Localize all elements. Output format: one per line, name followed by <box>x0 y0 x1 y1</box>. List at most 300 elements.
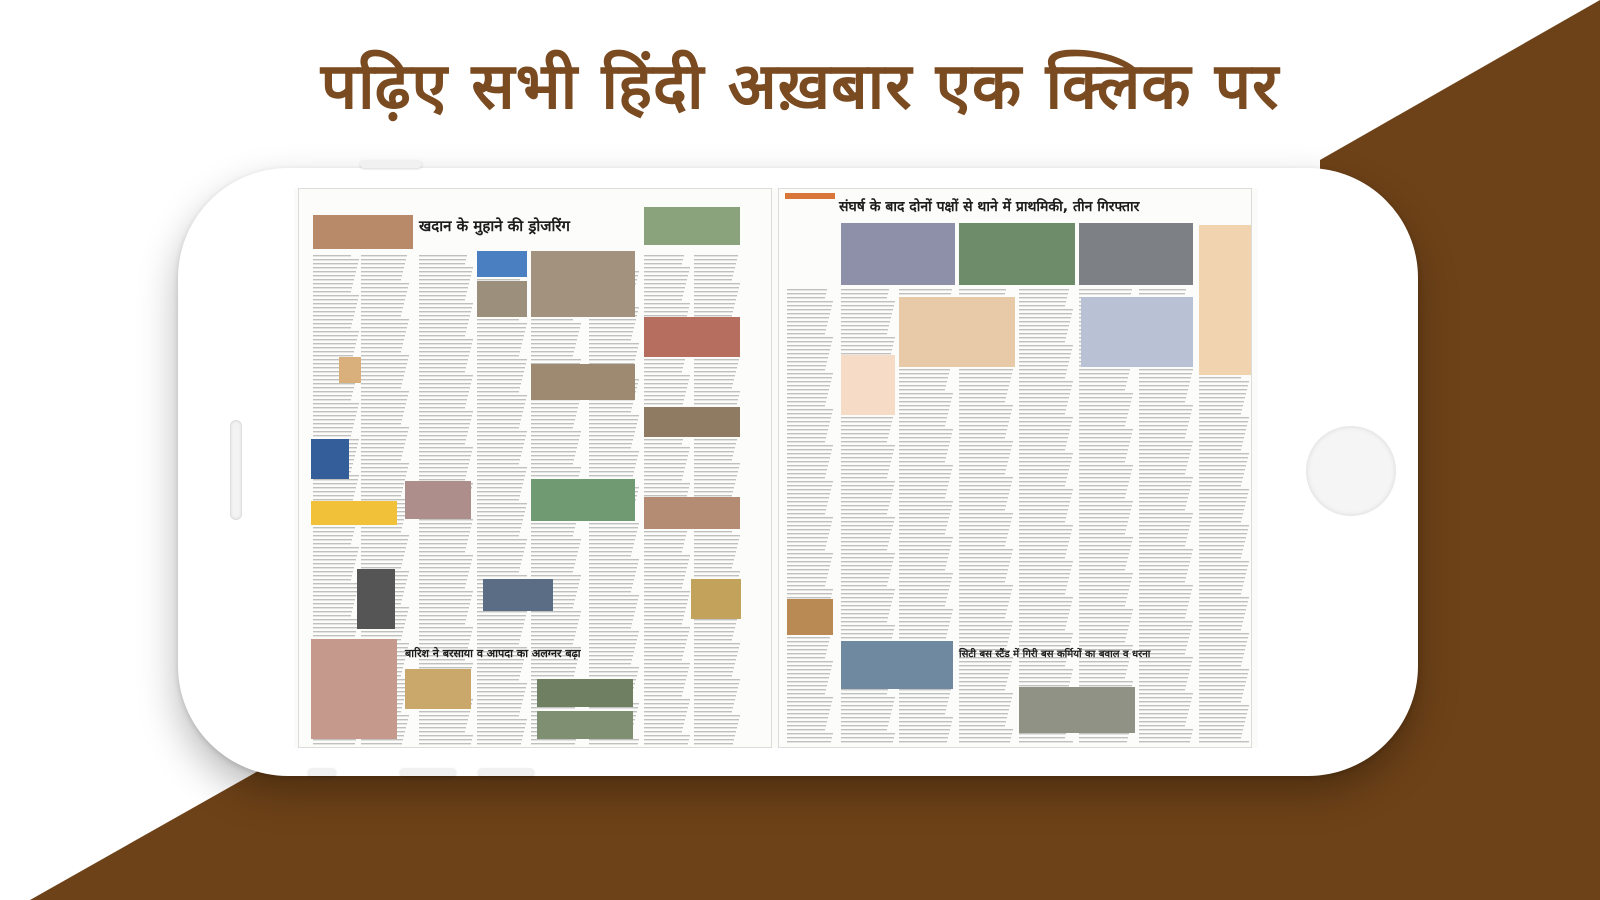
text-line <box>589 707 638 708</box>
text-line <box>787 673 830 674</box>
text-line <box>959 593 1011 594</box>
text-line <box>313 531 354 532</box>
text-line <box>477 687 526 688</box>
text-line <box>313 391 353 392</box>
text-line <box>361 303 404 304</box>
text-line <box>1139 509 1185 510</box>
text-line <box>531 615 580 616</box>
text-line <box>644 479 682 480</box>
photo <box>644 317 740 357</box>
text-line <box>841 729 887 730</box>
text-line <box>841 537 890 538</box>
text-line <box>1199 525 1249 526</box>
text-line <box>531 535 573 536</box>
text-line <box>419 387 470 388</box>
text-line <box>531 543 580 544</box>
photo <box>959 223 1075 285</box>
text-line <box>313 423 354 424</box>
text-line <box>361 551 405 552</box>
text-line <box>899 477 950 478</box>
text-line <box>841 625 895 626</box>
text-line <box>361 351 401 352</box>
text-line <box>531 739 576 740</box>
text-line <box>361 411 404 412</box>
text-line <box>694 263 736 264</box>
text-line <box>644 607 686 608</box>
text-line <box>1139 577 1186 578</box>
text-line <box>361 423 401 424</box>
text-line <box>589 407 632 408</box>
text-line <box>899 445 949 446</box>
phone-mockup <box>178 168 1418 776</box>
text-line <box>1139 529 1189 530</box>
text-line <box>899 441 950 442</box>
text-line <box>477 399 526 400</box>
text-line <box>899 501 953 502</box>
text-line <box>1019 377 1065 378</box>
text-line <box>644 375 690 376</box>
text-line <box>899 585 950 586</box>
text-line <box>899 605 945 606</box>
text-line <box>694 271 734 272</box>
text-line <box>694 715 740 716</box>
text-line <box>694 299 736 300</box>
text-line <box>644 495 687 496</box>
text-line <box>1139 545 1185 546</box>
text-line <box>1079 421 1126 422</box>
text-line <box>477 691 525 692</box>
text-line <box>899 405 950 406</box>
text-line <box>589 615 634 616</box>
text-line <box>1079 645 1133 646</box>
text-line <box>1019 369 1067 370</box>
text-line <box>1139 405 1193 406</box>
text-line <box>959 613 1006 614</box>
text-line <box>1199 473 1244 474</box>
text-line <box>1199 413 1241 414</box>
text-line <box>644 583 683 584</box>
text-line <box>1079 533 1125 534</box>
text-line <box>694 443 736 444</box>
text-line <box>644 663 690 664</box>
text-line <box>787 425 829 426</box>
text-line <box>419 283 469 284</box>
text-line <box>694 467 739 468</box>
text-line <box>787 297 825 298</box>
text-line <box>644 295 683 296</box>
text-line <box>787 473 826 474</box>
text-line <box>1079 633 1127 634</box>
text-line <box>959 293 1005 294</box>
text-line <box>841 337 895 338</box>
text-line <box>477 411 523 412</box>
text-line <box>899 449 948 450</box>
text-line <box>1019 645 1070 646</box>
text-line <box>959 569 1008 570</box>
text-line <box>1139 601 1189 602</box>
text-line <box>959 525 1010 526</box>
text-line <box>1019 553 1066 554</box>
text-line <box>787 309 831 310</box>
text-line <box>694 707 733 708</box>
text-line <box>1199 645 1246 646</box>
text-line <box>361 555 404 556</box>
text-line <box>531 675 574 676</box>
text-line <box>1199 441 1243 442</box>
text-line <box>531 471 580 472</box>
text-line <box>644 443 682 444</box>
text-line <box>959 645 1007 646</box>
text-line <box>841 545 888 546</box>
text-line <box>899 541 952 542</box>
text-line <box>899 537 953 538</box>
text-line <box>313 411 357 412</box>
text-line <box>644 455 688 456</box>
text-line <box>1019 669 1073 670</box>
text-line <box>1079 597 1127 598</box>
text-line <box>361 287 408 288</box>
text-line <box>419 367 466 368</box>
text-line <box>644 255 684 256</box>
text-line <box>1199 633 1249 634</box>
text-line <box>419 607 469 608</box>
text-line <box>787 525 831 526</box>
photo <box>531 364 635 400</box>
text-line <box>1139 697 1192 698</box>
text-line <box>959 469 1006 470</box>
text-line <box>1079 585 1130 586</box>
text-line <box>589 339 631 340</box>
text-line <box>1079 497 1125 498</box>
text-line <box>313 571 353 572</box>
text-line <box>531 419 575 420</box>
text-line <box>1139 701 1191 702</box>
text-line <box>1199 437 1244 438</box>
text-line <box>313 271 356 272</box>
text-line <box>644 359 685 360</box>
text-line <box>787 377 832 378</box>
text-line <box>419 555 473 556</box>
text-line <box>1019 569 1071 570</box>
text-line <box>1139 293 1185 294</box>
text-line <box>1079 613 1132 614</box>
text-line <box>959 369 1013 370</box>
text-line <box>477 715 519 716</box>
text-line <box>1079 377 1128 378</box>
text-line <box>1079 389 1125 390</box>
text-line <box>531 435 580 436</box>
text-line <box>644 639 687 640</box>
text-line <box>1199 401 1244 402</box>
text-line <box>1199 517 1242 518</box>
text-line <box>419 415 472 416</box>
text-line <box>1079 661 1129 662</box>
text-line <box>1019 673 1072 674</box>
text-line <box>419 327 467 328</box>
text-line <box>1139 669 1190 670</box>
text-line <box>644 467 685 468</box>
text-line <box>694 495 732 496</box>
text-line <box>787 445 833 446</box>
text-line <box>589 435 634 436</box>
newspaper-page-right[interactable] <box>778 188 1252 748</box>
text-line <box>477 415 522 416</box>
text-line <box>644 631 689 632</box>
text-line <box>1139 625 1192 626</box>
text-line <box>1199 657 1243 658</box>
text-line <box>1019 317 1071 318</box>
text-line <box>899 705 947 706</box>
text-line <box>644 715 686 716</box>
text-line <box>531 743 575 744</box>
text-line <box>531 335 578 336</box>
text-line <box>589 411 631 412</box>
text-line <box>787 465 828 466</box>
text-line <box>589 567 637 568</box>
text-line <box>841 553 895 554</box>
text-line <box>841 317 891 318</box>
text-line <box>1079 461 1125 462</box>
text-line <box>477 487 522 488</box>
text-line <box>1139 549 1193 550</box>
text-line <box>419 547 466 548</box>
text-line <box>959 449 1011 450</box>
text-line <box>1139 505 1186 506</box>
text-line <box>477 735 523 736</box>
text-line <box>1079 413 1128 414</box>
text-line <box>694 267 735 268</box>
text-line <box>959 729 1013 730</box>
text-line <box>419 563 471 564</box>
text-line <box>787 433 827 434</box>
text-line <box>644 447 690 448</box>
text-line <box>841 329 888 330</box>
text-line <box>477 679 519 680</box>
text-line <box>787 573 828 574</box>
text-line <box>477 431 527 432</box>
text-line <box>589 455 638 456</box>
text-line <box>361 347 402 348</box>
text-line <box>899 469 952 470</box>
text-line <box>787 557 832 558</box>
text-line <box>477 511 525 512</box>
text-line <box>787 289 827 290</box>
text-line <box>477 515 524 516</box>
text-line <box>841 701 894 702</box>
text-line <box>1019 477 1067 478</box>
text-line <box>1199 641 1247 642</box>
text-line <box>644 475 683 476</box>
text-line <box>477 643 519 644</box>
text-line <box>787 729 825 730</box>
text-line <box>959 733 1012 734</box>
text-line <box>313 287 352 288</box>
text-line <box>589 611 635 612</box>
text-line <box>589 423 637 424</box>
text-line <box>787 701 832 702</box>
text-line <box>959 721 1006 722</box>
text-line <box>899 529 946 530</box>
text-line <box>419 711 470 712</box>
text-line <box>959 413 1011 414</box>
text-line <box>1079 473 1131 474</box>
text-line <box>899 505 952 506</box>
text-line <box>1139 369 1193 370</box>
text-line <box>959 553 1012 554</box>
text-line <box>589 523 639 524</box>
phone-home-button[interactable] <box>1306 426 1396 516</box>
text-line <box>1019 733 1066 734</box>
text-line <box>589 471 634 472</box>
text-line <box>1079 433 1132 434</box>
text-line <box>694 475 737 476</box>
text-line <box>1199 529 1248 530</box>
text-line <box>841 509 888 510</box>
text-line <box>841 305 894 306</box>
photo <box>644 407 740 437</box>
text-line <box>644 627 690 628</box>
text-line <box>694 719 739 720</box>
text-line <box>787 361 827 362</box>
text-line <box>959 481 1012 482</box>
text-line <box>787 521 832 522</box>
text-line <box>899 521 948 522</box>
text-line <box>419 575 468 576</box>
text-line <box>419 475 466 476</box>
text-line <box>1019 629 1065 630</box>
text-line <box>361 383 402 384</box>
text-line <box>1139 381 1190 382</box>
text-line <box>1019 333 1067 334</box>
text-line <box>419 627 473 628</box>
text-line <box>531 351 574 352</box>
text-line <box>644 531 687 532</box>
text-line <box>419 255 467 256</box>
text-line <box>1019 429 1070 430</box>
text-line <box>787 665 832 666</box>
text-line <box>313 583 359 584</box>
text-line <box>419 539 468 540</box>
text-line <box>477 547 525 548</box>
text-line <box>361 531 401 532</box>
newspaper-page-left[interactable] <box>298 188 772 748</box>
text-line <box>644 395 685 396</box>
text-line <box>313 299 358 300</box>
text-line <box>694 375 735 376</box>
text-line <box>787 489 831 490</box>
text-line <box>477 395 527 396</box>
text-line <box>787 653 826 654</box>
text-line <box>589 599 638 600</box>
text-line <box>644 463 686 464</box>
text-line <box>644 731 682 732</box>
text-line <box>361 431 408 432</box>
text-line <box>589 451 639 452</box>
text-line <box>1019 409 1066 410</box>
text-line <box>1199 521 1241 522</box>
text-line <box>1139 517 1192 518</box>
text-line <box>841 325 889 326</box>
text-line <box>841 577 889 578</box>
text-line <box>419 271 472 272</box>
text-line <box>959 549 1013 550</box>
text-line <box>841 465 890 466</box>
text-line <box>1019 289 1069 290</box>
text-line <box>959 429 1007 430</box>
text-line <box>419 339 473 340</box>
text-line <box>1019 405 1067 406</box>
section-tag <box>785 193 835 199</box>
text-line <box>477 723 526 724</box>
text-line <box>899 481 949 482</box>
text-line <box>531 431 581 432</box>
highlight-box <box>1199 225 1251 375</box>
text-line <box>419 583 466 584</box>
text-line <box>1199 389 1247 390</box>
text-line <box>477 475 525 476</box>
text-line <box>313 431 352 432</box>
photo <box>644 497 740 529</box>
text-line <box>959 373 1012 374</box>
text-line <box>841 333 887 334</box>
text-line <box>531 323 581 324</box>
text-line <box>1139 449 1191 450</box>
text-line <box>531 707 575 708</box>
text-line <box>1019 613 1069 614</box>
text-line <box>841 457 892 458</box>
text-line <box>841 477 887 478</box>
text-line <box>531 359 581 360</box>
text-line <box>959 445 1012 446</box>
text-line <box>694 555 735 556</box>
text-line <box>313 339 357 340</box>
text-line <box>841 601 892 602</box>
text-line <box>694 691 737 692</box>
text-line <box>361 739 403 740</box>
text-line <box>959 709 1009 710</box>
text-line <box>419 379 472 380</box>
text-line <box>419 723 467 724</box>
text-line <box>959 501 1007 502</box>
text-line <box>361 567 401 568</box>
text-line <box>361 339 404 340</box>
text-line <box>477 507 526 508</box>
text-line <box>1199 721 1245 722</box>
text-line <box>899 557 948 558</box>
text-line <box>899 553 949 554</box>
text-line <box>1019 313 1072 314</box>
text-line <box>477 351 520 352</box>
text-line <box>477 707 521 708</box>
text-line <box>531 443 578 444</box>
text-line <box>1139 641 1188 642</box>
text-line <box>787 401 826 402</box>
text-line <box>787 565 830 566</box>
text-line <box>644 487 689 488</box>
text-line <box>787 293 826 294</box>
text-line <box>841 297 887 298</box>
text-line <box>589 431 635 432</box>
text-line <box>419 351 470 352</box>
text-line <box>419 743 471 744</box>
text-line <box>1019 537 1070 538</box>
text-line <box>1019 445 1066 446</box>
text-line <box>899 721 952 722</box>
text-line <box>1079 637 1126 638</box>
text-line <box>1199 613 1245 614</box>
text-line <box>1079 681 1133 682</box>
text-line <box>1079 505 1132 506</box>
